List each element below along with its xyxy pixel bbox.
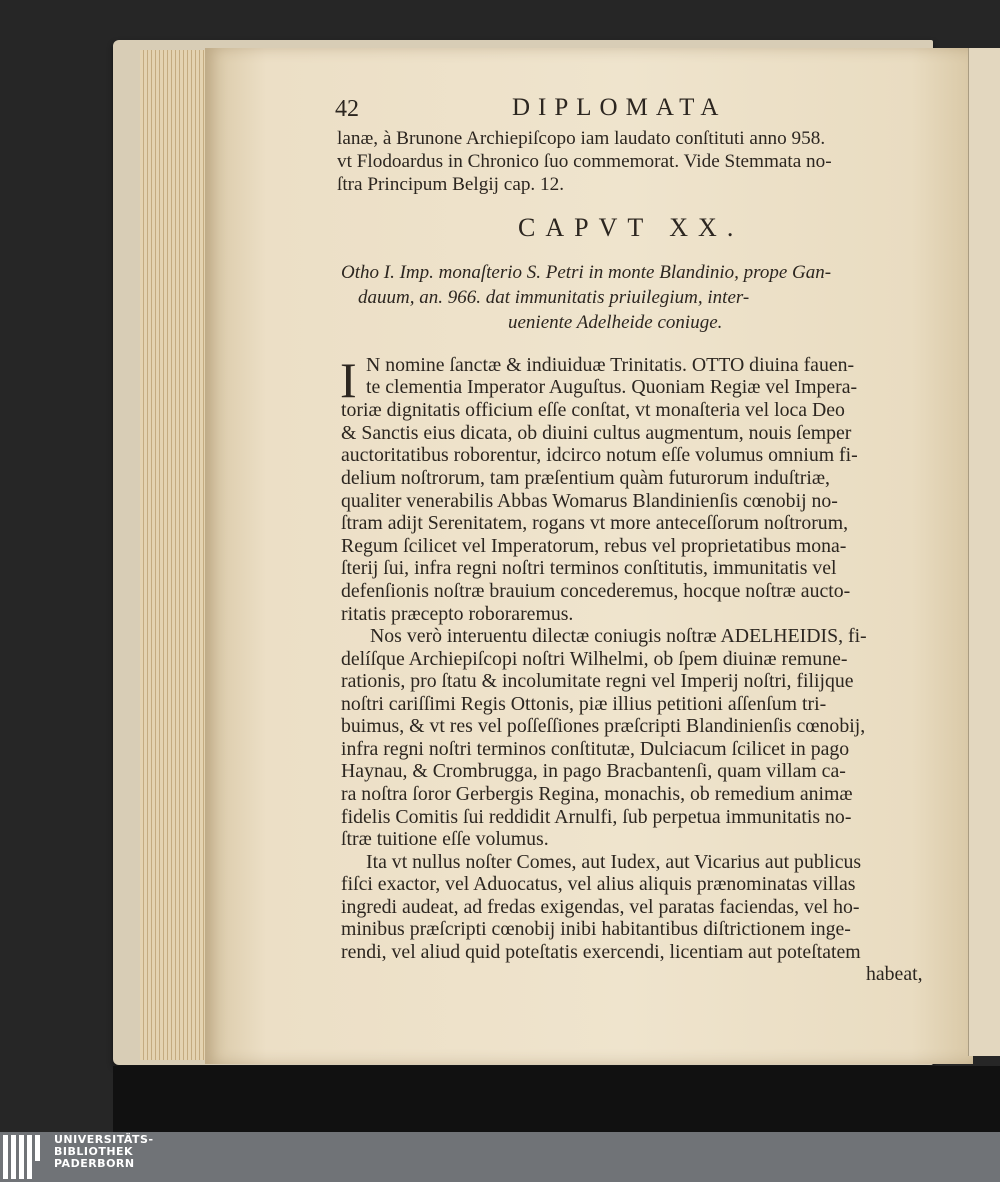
body-line: Nos verò interuentu dilectæ coniugis noſtræ ADELHEIDIS, fi-	[370, 625, 867, 647]
library-logo-icon	[3, 1135, 49, 1179]
running-title: DIPLOMATA	[512, 94, 727, 121]
body-line: minibus præſcripti cœnobij inibi habitantibus diſtrictionem inge-	[341, 918, 851, 940]
body-line: ingredi audeat, ad fredas exigendas, vel paratas faciendas, vel ho-	[341, 896, 860, 918]
body-line: ſterij ſui, infra regni noſtri terminos conſtitutis, immunitatis vel	[341, 557, 837, 579]
body-line: ra noſtra ſoror Gerbergis Regina, monachis, ob remedium animæ	[341, 783, 853, 805]
body-line: defenſionis noſtræ brauium concederemus, hocque noſtræ aucto-	[341, 580, 851, 602]
body-line: Ita vt nullus noſter Comes, aut Iudex, aut Vicarius aut publicus	[366, 851, 862, 873]
body-line: & Sanctis eius dicata, ob diuini cultus augmentum, nouis ſemper	[341, 422, 852, 444]
body-line: te clementia Imperator Auguſtus. Quoniam Regiæ vel Impera-	[366, 376, 858, 398]
body-line: fidelis Comitis ſui reddidit Arnulfi, ſub perpetua immunitatis no-	[341, 806, 852, 828]
body-line: qualiter venerabilis Abbas Womarus Blandinienſis cœnobij no-	[341, 490, 838, 512]
body-line: Haynau, & Crombrugga, in pago Bracbantenſi, quam villam ca-	[341, 760, 846, 782]
body-line: toriæ dignitatis officium eſſe conſtat, vt monaſteria vel loca Deo	[341, 399, 845, 421]
intro-line: lanæ, à Brunone Archiepiſcopo iam laudato conſtituti anno 958.	[337, 128, 826, 149]
logo-text-line: PADERBORN	[54, 1157, 135, 1170]
catchword: habeat,	[866, 963, 923, 985]
body-line: rendi, vel aliud quid poteſtatis exercendi, licentiam aut poteſtatem	[341, 941, 861, 963]
drop-initial: I	[340, 352, 357, 408]
body-line: buimus, & vt res vel poſſeſſiones præſcripti Blandinienſis cœnobij,	[341, 715, 866, 737]
facing-page-edge	[968, 48, 1000, 1056]
table-shadow	[113, 1066, 1000, 1132]
body-line: delium noſtrorum, tam præſentium quàm futurorum induſtriæ,	[341, 467, 830, 489]
body-line: N nomine ſanctæ & indiuiduæ Trinitatis. OTTO diuina fauen-	[366, 354, 855, 376]
chapter-heading: CAPVT XX.	[518, 213, 744, 242]
body-line: delíſque Archiepiſcopi noſtri Wilhelmi, ob ſpem diuinæ remune-	[341, 648, 848, 670]
summary-line: dauum, an. 966. dat immunitatis priuilegium, inter-	[358, 287, 750, 308]
body-line: ſtræ tuitione eſſe volumus.	[341, 828, 549, 850]
summary-line: ueniente Adelheide coniuge.	[508, 312, 723, 333]
body-line: infra regni noſtri terminos conſtitutæ, Dulciacum ſcilicet in pago	[341, 738, 850, 760]
page-edges	[140, 50, 210, 1060]
body-line: noſtri cariſſimi Regis Ottonis, piæ illius petitioni aſſenſum tri-	[341, 693, 827, 715]
logo-text-line: UNIVERSITÄTS-	[54, 1133, 154, 1146]
intro-line: ſtra Principum Belgij cap. 12.	[337, 174, 565, 195]
body-line: ſtram adijt Serenitatem, rogans vt more anteceſſorum noſtrorum,	[341, 512, 849, 534]
body-line: rationis, pro ſtatu & incolumitate regni vel Imperij noſtri, filijque	[341, 670, 854, 692]
summary-line: Otho I. Imp. monaſterio S. Petri in monte Blandinio, prope Gan-	[341, 262, 832, 283]
body-line: fiſci exactor, vel Aduocatus, vel alius aliquis prænominatas villas	[341, 873, 856, 895]
logo-text-line: BIBLIOTHEK	[54, 1145, 134, 1158]
body-line: auctoritatibus roborentur, idcirco notum eſſe volumus omnium fi-	[341, 444, 858, 466]
intro-line: vt Flodoardus in Chronico ſuo commemorat. Vide Stemmata no-	[337, 151, 832, 172]
body-line: ritatis præcepto roboraremus.	[341, 603, 574, 625]
body-line: Regum ſcilicet vel Imperatorum, rebus vel proprietatibus mona-	[341, 535, 847, 557]
page-number: 42	[335, 96, 359, 122]
